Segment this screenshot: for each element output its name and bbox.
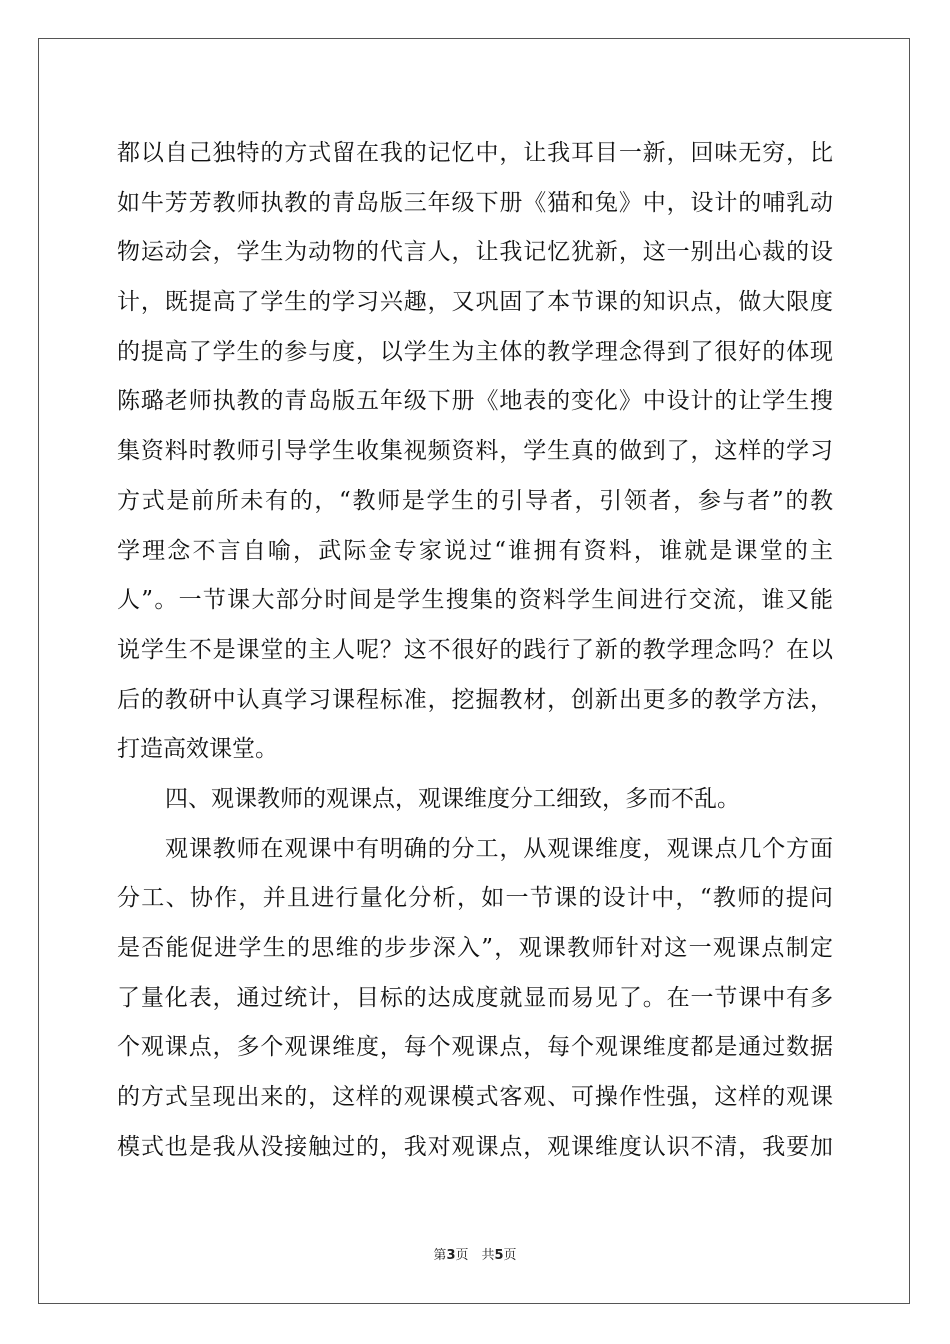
page-current: 3 <box>446 1248 456 1263</box>
text-line: 后的教研中认真学习课程标准，挖掘教材，创新出更多的教学方法， <box>117 686 833 713</box>
text-line: 的方式呈现出来的，这样的观课模式客观、可操作性强，这样的观课 <box>117 1084 833 1111</box>
text-line: 集资料时教师引导学生收集视频资料，学生真的做到了，这样的学习 <box>117 438 833 465</box>
text-line: 分工、协作，并且进行量化分析，如一节课的设计中，“教师的提问 <box>117 885 833 912</box>
text-line: 是否能促进学生的思维的步步深入”，观课教师针对这一观课点制定 <box>117 935 833 961</box>
text-line: 方式是前所未有的，“教师是学生的引导者，引领者，参与者”的教 <box>117 487 833 514</box>
paragraph <box>117 825 833 1173</box>
text-line: 人”。一节课大部分时间是学生搜集的资料学生间进行交流，谁又能 <box>117 587 833 614</box>
text-line: 了量化表，通过统计，目标的达成度就显而易见了。在一节课中有多 <box>117 984 833 1011</box>
text-line: 说学生不是课堂的主人呢？这不很好的践行了新的教学理念吗？在以 <box>117 636 833 663</box>
text-line: 观课教师在观课中有明确的分工，从观课维度，观课点几个方面 <box>165 835 833 862</box>
page-mid: 页 共 <box>455 1248 495 1263</box>
page-suffix: 页 <box>503 1248 517 1263</box>
page-footer <box>0 1244 950 1263</box>
text-line: 物运动会，学生为动物的代言人，让我记忆犹新，这一别出心裁的设 <box>117 239 833 266</box>
text-line: 学理念不言自喻，武际金专家说过“谁拥有资料，谁就是课堂的主 <box>117 537 833 564</box>
text-line: 模式也是我从没接触过的，我对观课点，观课维度认识不清，我要加 <box>117 1133 833 1160</box>
text-line: 如牛芳芳教师执教的青岛版三年级下册《猫和兔》中，设计的哺乳动 <box>117 189 833 216</box>
text-line: 计，既提高了学生的学习兴趣，又巩固了本节课的知识点，做大限度 <box>117 289 833 316</box>
text-line: 的提高了学生的参与度，以学生为主体的教学理念得到了很好的体现 <box>117 338 833 365</box>
page-total: 5 <box>494 1248 504 1263</box>
document-body <box>117 129 833 1172</box>
section-heading <box>117 775 833 825</box>
page-prefix: 第 <box>433 1248 447 1263</box>
text-line: 都以自己独特的方式留在我的记忆中，让我耳目一新，回味无穷，比 <box>117 140 833 166</box>
text-line: 打造高效课堂。 <box>117 736 278 763</box>
paragraph-continuation <box>117 129 833 775</box>
text-line: 个观课点，多个观课维度，每个观课点，每个观课维度都是通过数据 <box>117 1034 833 1061</box>
heading-line: 四、观课教师的观课点，观课维度分工细致，多而不乱。 <box>165 785 740 812</box>
text-line: 陈璐老师执教的青岛版五年级下册《地表的变化》中设计的让学生搜 <box>117 388 833 415</box>
